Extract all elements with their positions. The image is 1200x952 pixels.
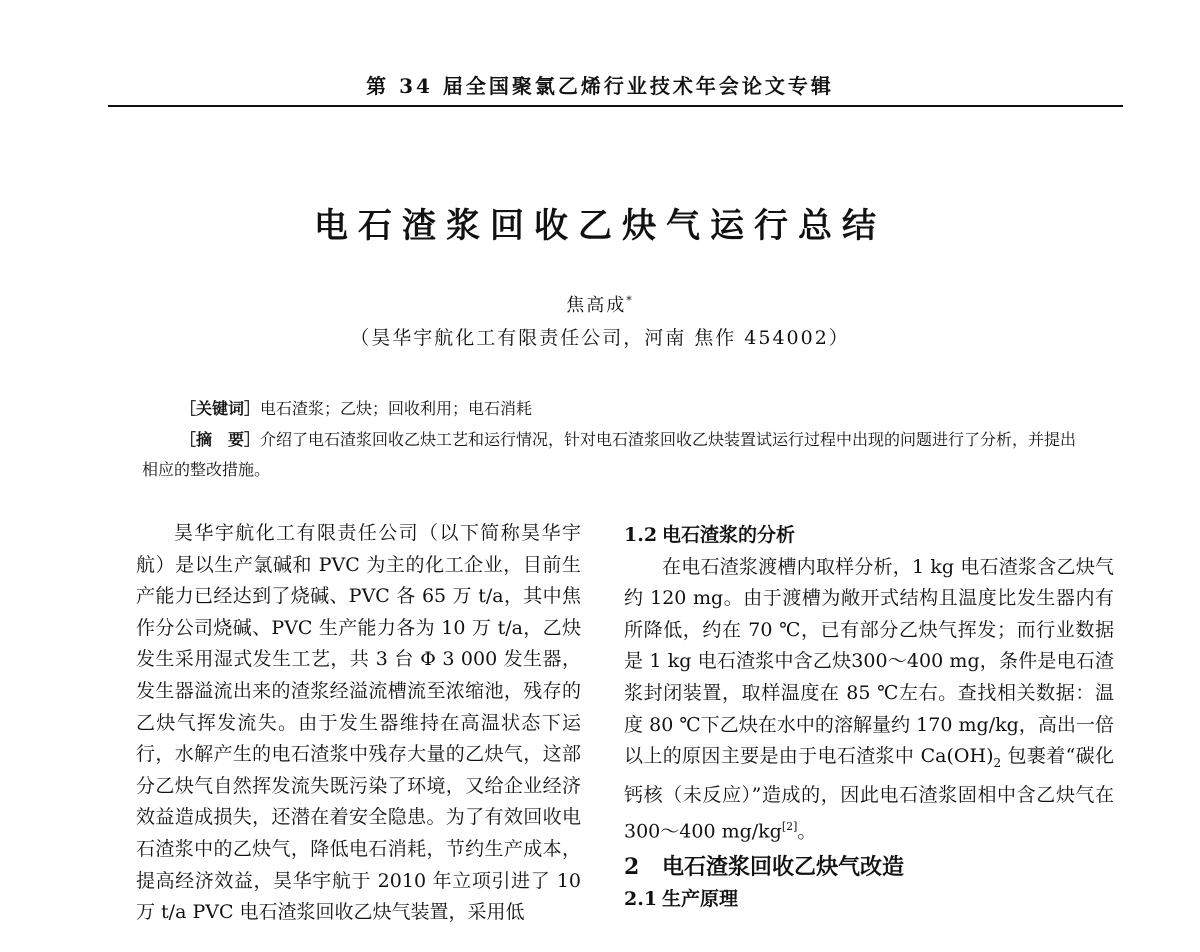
abstract-label: ［摘 要］ <box>180 430 261 449</box>
right-column <box>624 520 1114 915</box>
section-2-1-heading <box>624 884 1114 916</box>
paper-title: 电石渣浆回收乙炔气运行总结 <box>314 206 886 246</box>
section-1-2-heading <box>624 520 1114 552</box>
author-footnote-mark: * <box>626 294 634 307</box>
paragraph-part-1: 在电石渣浆渡槽内取样分析，1 kg 电石渣浆含乙炔气约 120 mg。由于渡槽为敞开式结构且温度比发生器内有所降低，约在 70 ℃，已有部分乙炔气挥发；而行业数据是 1 kg 电石渣浆中含乙炔300～400 mg，条件是电石渣浆封闭装置，取样温度在 85 ℃左右。查找相关数据：温度 80 ℃下乙炔在水中的溶解量约 170 mg/kg，高出一倍以上的原因主要是由于电石渣浆中 Ca(OH) <box>624 555 1114 768</box>
paragraph-part-2: 包裹着“碳化钙核（未反应）”造成的，因此电石渣浆固相中含乙炔气在300～400 mg/kg <box>624 745 1114 843</box>
keywords-text: 电石渣浆；乙炔；回收利用；电石消耗 <box>260 399 533 418</box>
left-column <box>136 518 581 929</box>
running-header: 第 34 届全国聚氯乙烯行业技术年会论文专辑 <box>366 74 834 98</box>
abstract-text: 介绍了电石渣浆回收乙炔工艺和运行情况，针对电石渣浆回收乙炔装置试运行过程中出现的问题进行了分析，并提出相应的整改措施。 <box>142 430 1077 479</box>
intro-paragraph: 昊华宇航化工有限责任公司（以下简称昊华宇航）是以生产氯碱和 PVC 为主的化工企业，目前生产能力已经达到了烧碱、PVC 各 65 万 t/a，其中焦作分公司烧碱、PVC 生产能力各为 10 万 t/a，乙炔发生采用湿式发生工艺，共 3 台 Φ 3 000 发生器，发生器溢流出来的渣浆经溢流槽流至浓缩池，残存的乙炔气挥发流失。由于发生器维持在高温状态下运行，水解产生的电石渣浆中残存大量的乙炔气，这部分乙炔气自然挥发流失既污染了环境，又给企业经济效益造成损失，还潜在着安全隐患。为了有效回收电石渣浆中的乙炔气，降低电石消耗，节约生产成本，提高经济效益，昊华宇航于 2010 年立项引进了 10 万 t/a PVC 电石渣浆回收乙炔气装置，采用低 <box>136 522 581 924</box>
section-2-title: 电石渣浆回收乙炔气改造 <box>662 854 905 881</box>
header-rule <box>108 105 1123 107</box>
section-2-number: 2 <box>624 854 640 881</box>
keywords-label: ［关键词］ <box>180 399 261 418</box>
section-1-2-title: 电石渣浆的分析 <box>662 524 796 546</box>
section-1-2-number: 1.2 <box>624 524 658 546</box>
author-name: 焦高成 <box>566 295 627 316</box>
section-2-1-number: 2.1 <box>624 887 658 910</box>
section-2-heading <box>624 852 1114 884</box>
section-1-2-paragraph <box>624 552 1114 848</box>
formula-subscript: 2 <box>993 755 1002 770</box>
keywords <box>180 394 1080 424</box>
abstract <box>142 425 1082 485</box>
paragraph-end: 。 <box>797 820 817 843</box>
affiliation: （昊华宇航化工有限责任公司，河南 焦作 454002） <box>350 327 850 349</box>
citation-ref[interactable]: [2] <box>781 820 798 834</box>
author-line <box>0 291 1200 317</box>
section-2-1-title: 生产原理 <box>662 887 739 910</box>
